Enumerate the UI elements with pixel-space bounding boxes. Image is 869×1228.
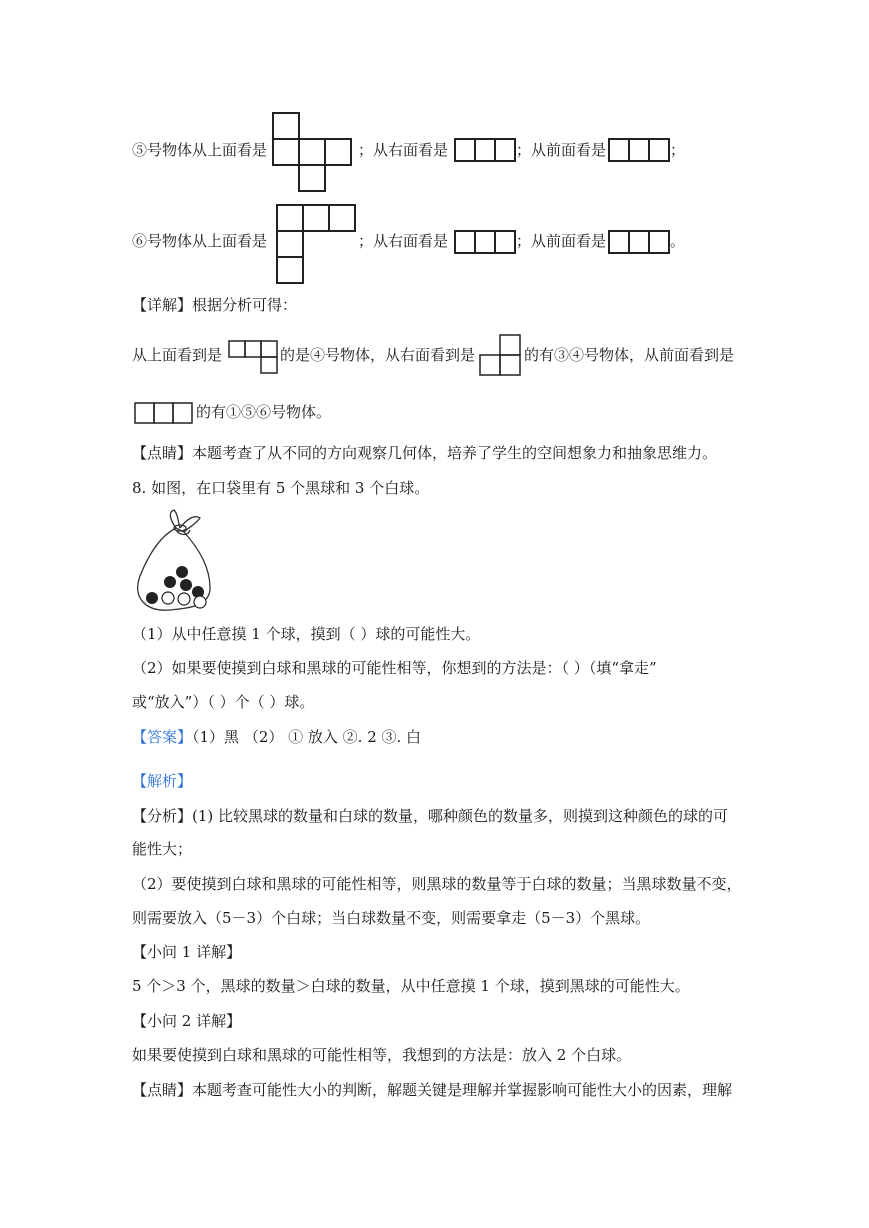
right-view-34-grid xyxy=(478,334,522,380)
detail-heading: 【详解】根据分析可得： xyxy=(132,296,298,314)
analysis-1b: 能性大； xyxy=(132,840,193,858)
answer-line xyxy=(132,727,421,747)
analysis-label: 【解析】 xyxy=(132,772,193,790)
view-line-6: ⑥号物体从上面看是 xyxy=(132,232,268,250)
answer-label: 【答案】 xyxy=(132,728,193,746)
front-view-6-grid xyxy=(608,230,670,254)
analysis-1: 【分析】(1) 比较黑球的数量和白球的数量，哪种颜色的数量多，则摸到这种颜色的球的可 xyxy=(132,807,729,825)
analysis-2b: 则需要放入（5－3）个白球；当白球数量不变，则需要拿走（5－3）个黑球。 xyxy=(132,909,651,927)
sub-1-text: 5 个＞3 个，黑球的数量＞白球的数量，从中任意摸 1 个球，摸到黑球的可能性大。 xyxy=(132,977,690,995)
comment-1: 【点睛】本题考查了从不同的方向观察几何体，培养了学生的空间想象力和抽象思维力。 xyxy=(132,444,718,462)
view-line-6-end: 。 xyxy=(670,232,686,250)
view-line-6-front: ；从前面看是 xyxy=(516,232,607,250)
front-view-156-grid xyxy=(134,402,194,428)
view-line-5-right: ；从右面看是 xyxy=(358,141,449,159)
comment-2: 【点睛】本题考查可能性大小的判断，解题关键是理解并掌握影响可能性大小的因素，理解 xyxy=(132,1081,733,1099)
right-view-6-grid xyxy=(454,230,516,254)
view-line-5 xyxy=(132,140,267,160)
q8-sub-2: （2）如果要使摸到白球和黑球的可能性相等，你想到的方法是：（ ）（填“拿走” xyxy=(132,659,657,677)
top-view-6-grid xyxy=(276,204,358,286)
view-line-5-front: ；从前面看是 xyxy=(516,141,607,159)
sub-2-text: 如果要使摸到白球和黑球的可能性相等，我想到的方法是：放入 2 个白球。 xyxy=(132,1046,632,1064)
q8-sub-2b: 或“放入”）（ ）个（ ）球。 xyxy=(132,693,315,711)
detail-line-1a: 从上面看到是 xyxy=(132,346,223,364)
q8-sub-1: （1）从中任意摸 1 个球，摸到（ ）球的可能性大。 xyxy=(132,625,481,643)
view-line-6-right: ；从右面看是 xyxy=(358,232,449,250)
sub-2-heading: 【小问 2 详解】 xyxy=(132,1012,242,1030)
right-view-5-grid xyxy=(454,138,516,162)
question-8: 8. 如图，在口袋里有 5 个黑球和 3 个白球。 xyxy=(132,479,430,497)
top-view-4-grid xyxy=(228,340,278,380)
front-view-5-grid xyxy=(608,138,670,162)
detail-line-1c: 的有③④号物体，从前面看到是 xyxy=(524,346,735,364)
view-line-5-end: ； xyxy=(670,141,686,159)
detail-line-2: 的有①⑤⑥号物体。 xyxy=(196,403,332,421)
analysis-2: （2）要使摸到白球和黑球的可能性相等，则黑球的数量等于白球的数量；当黑球数量不变， xyxy=(132,875,742,893)
detail-line-1b: 的是④号物体，从右面看到是 xyxy=(280,346,476,364)
answer-text: （1）黑 （2） ① 放入 ②. 2 ③. 白 xyxy=(192,728,422,746)
ball-bag-illustration xyxy=(130,506,220,616)
top-view-5-grid xyxy=(272,112,354,192)
view-line-5-prefix: ⑤号物体从上面看是 xyxy=(132,141,268,159)
sub-1-heading: 【小问 1 详解】 xyxy=(132,943,242,961)
